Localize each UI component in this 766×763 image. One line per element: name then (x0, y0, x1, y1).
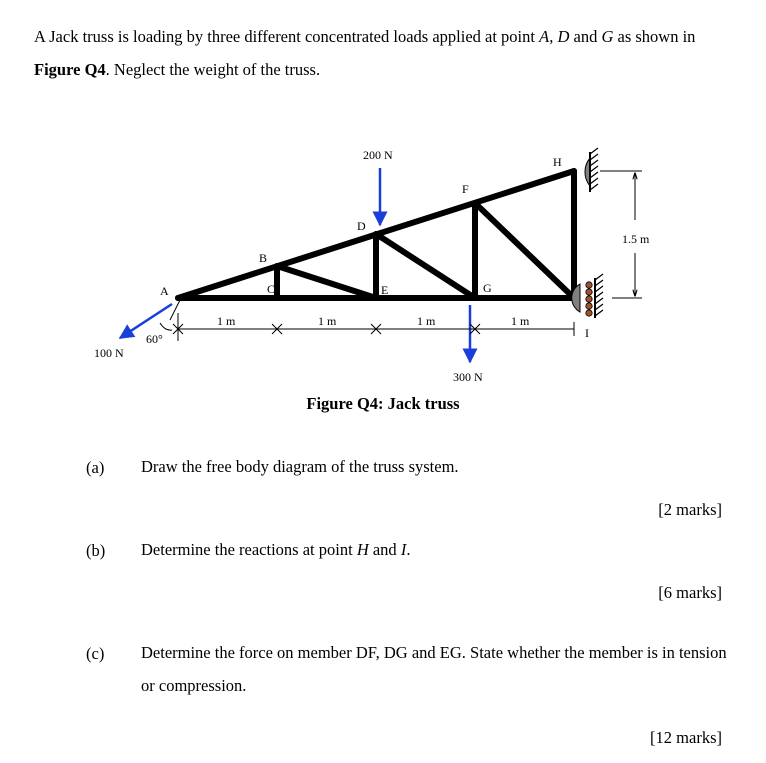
load-label-a: 100 N (94, 346, 124, 360)
load-label-d: 200 N (363, 148, 393, 162)
member-be (277, 266, 376, 298)
question-b-text-part: and (368, 540, 401, 559)
question-a-label: (a) (86, 458, 105, 477)
support-h (585, 148, 598, 192)
node-label-e: E (381, 283, 389, 297)
node-label-f: F (462, 182, 469, 196)
node-label-c: C (267, 282, 276, 296)
dim-label-span3: 1 m (417, 314, 436, 328)
question-b-text-part: . (406, 540, 411, 559)
intro-point-a: A (539, 27, 550, 46)
node-label-b: B (259, 251, 268, 265)
truss-members (178, 171, 574, 298)
intro-text: as shown in (613, 27, 696, 46)
dim-label-span1: 1 m (217, 314, 236, 328)
load-label-g: 300 N (453, 370, 483, 384)
question-c-marks: [12 marks] (650, 728, 722, 747)
angle-arc (160, 323, 172, 330)
question-b-point-h: H (356, 540, 369, 559)
question-b-marks: [6 marks] (658, 583, 722, 602)
intro-text: . Neglect the weight of the truss. (105, 60, 321, 79)
question-c-text: Determine the force on member DF, DG and EG. State whether the member is in tension or compression. (141, 643, 727, 695)
loads (120, 168, 470, 362)
problem-statement (34, 20, 734, 86)
angle-label: 60° (146, 332, 163, 346)
figure-caption: Figure Q4: Jack truss (306, 394, 460, 413)
node-label-i: I (585, 326, 589, 340)
intro-text: A Jack truss is loading by three different concentrated loads applied at point (34, 27, 540, 46)
intro-point-g: G (601, 27, 614, 46)
question-b-label: (b) (86, 541, 106, 560)
intro-text: , (549, 27, 558, 46)
node-label-h: H (553, 155, 562, 169)
question-a-marks: [2 marks] (658, 500, 722, 519)
question-b-point-i: I (400, 540, 407, 559)
intro-text: and (569, 27, 602, 46)
question-b-text (141, 533, 731, 566)
node-label-d: D (357, 219, 366, 233)
dim-label-height: 1.5 m (622, 232, 650, 246)
node-label-g: G (483, 281, 492, 295)
dim-label-span4: 1 m (511, 314, 530, 328)
member-dg (376, 234, 475, 298)
intro-point-d: D (557, 27, 570, 46)
node-label-a: A (160, 284, 169, 298)
question-b-text-part: Determine the reactions at point (141, 540, 357, 559)
question-a-text: Draw the free body diagram of the truss system. (141, 457, 459, 476)
figure-reference: Figure Q4 (34, 60, 106, 79)
question-c-label: (c) (86, 644, 105, 663)
jack-truss-figure (0, 130, 766, 390)
dim-label-span2: 1 m (318, 314, 337, 328)
